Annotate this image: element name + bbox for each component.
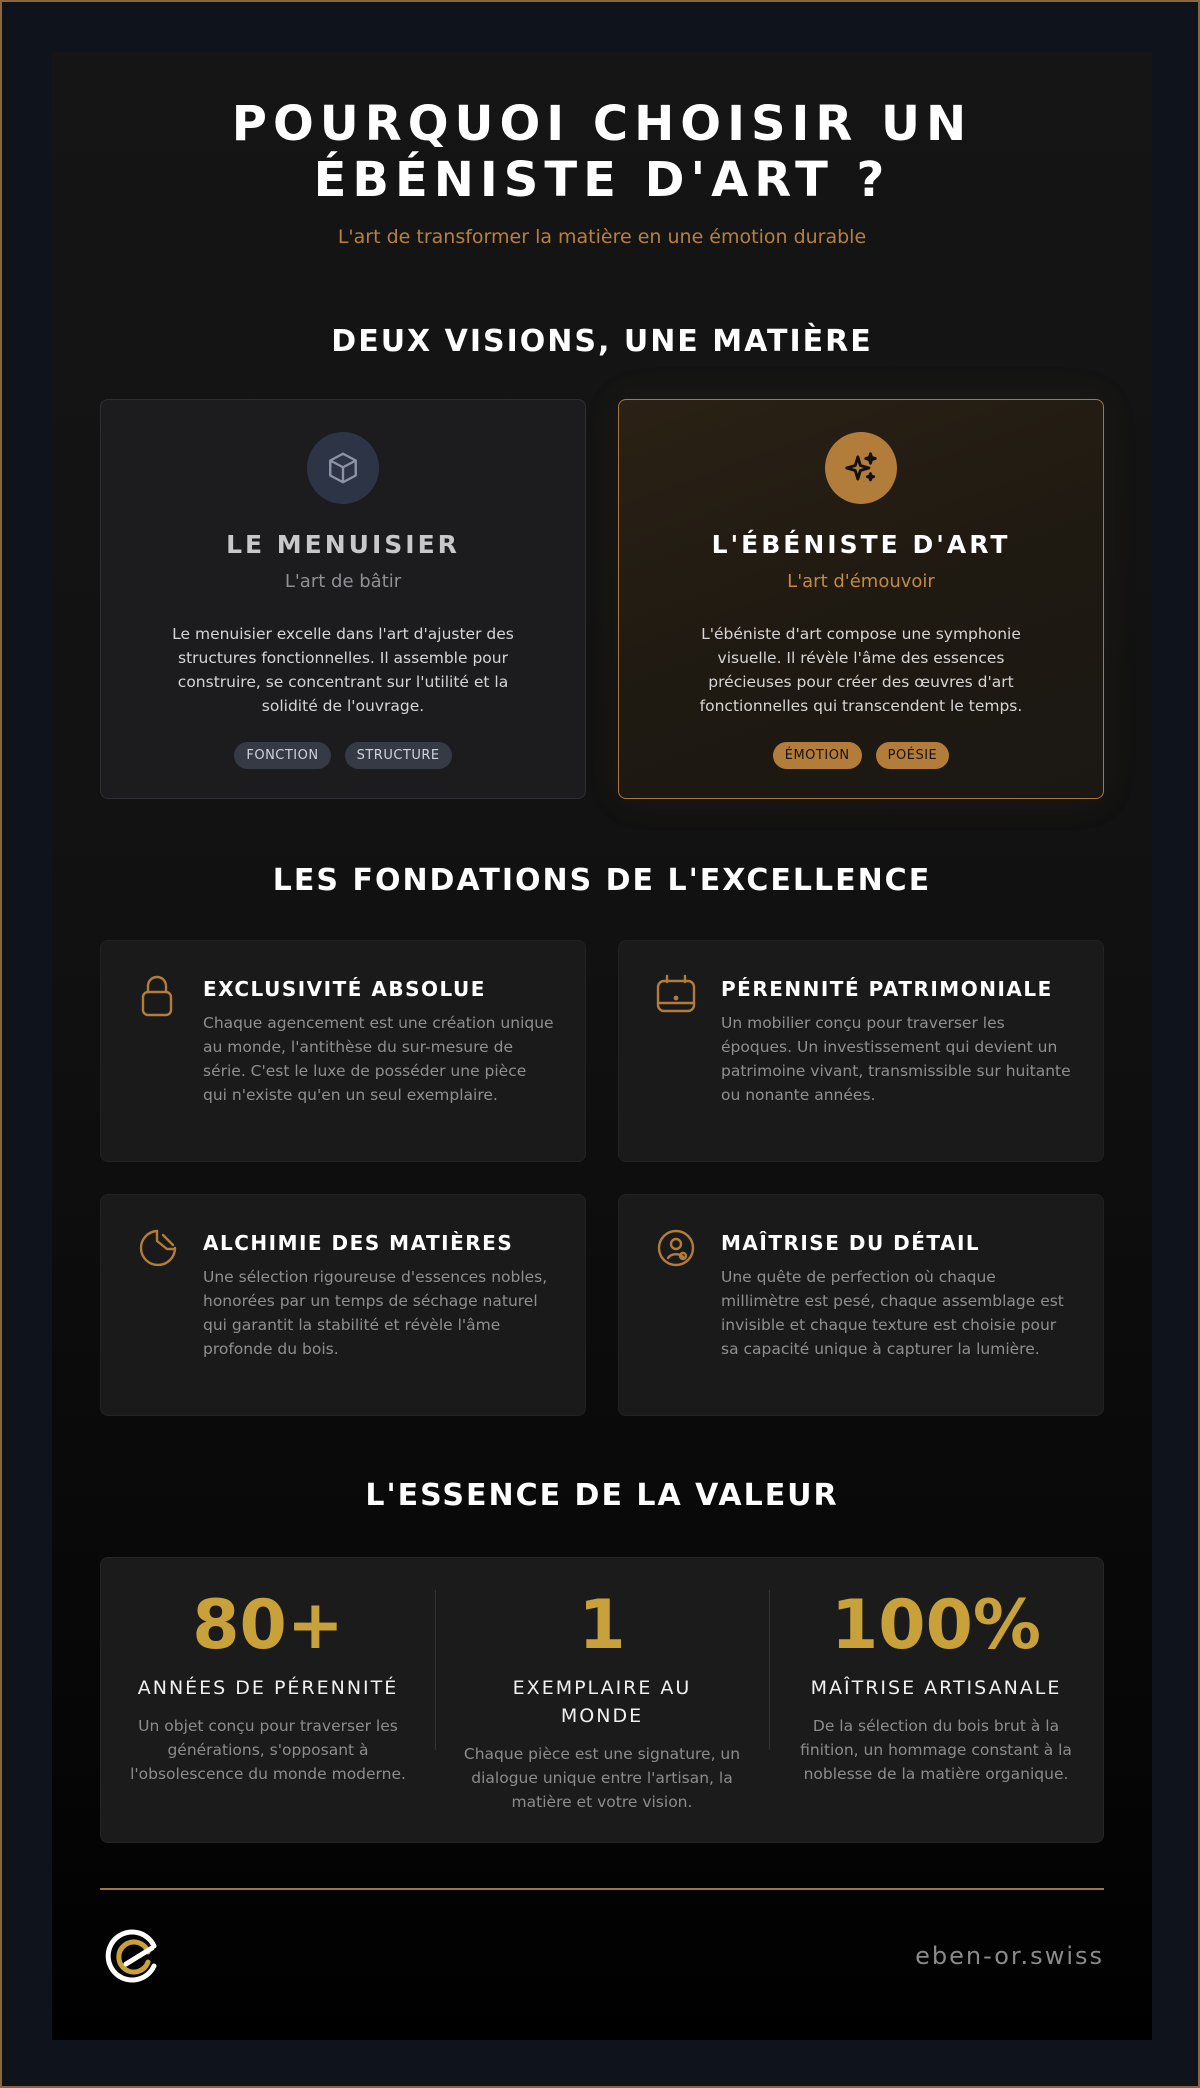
foundation-text: Chaque agencement est une création unique au monde, l'antithèse du sur-mesure de série. C'est le luxe de posséder une pièce qui n'existe qu'en un seul exemplaire.: [203, 1014, 554, 1104]
vision-tags: [101, 742, 585, 769]
foundation-card: [618, 1194, 1104, 1416]
eben-or-logo[interactable]: [104, 1926, 164, 1986]
stat-number: 1: [578, 1586, 626, 1665]
stat-item: [101, 1588, 435, 1842]
heritage-frame-icon: [655, 973, 697, 1161]
hero: [52, 52, 1152, 248]
page-title: POURQUOI CHOISIR UN ÉBÉNISTE D'ART ?: [231, 96, 973, 208]
foundation-title: ALCHIMIE DES MATIÈRES: [203, 1231, 514, 1255]
stat-label: MAÎTRISE ARTISANALE: [810, 1677, 1062, 1699]
section-title-foundations: LES FONDATIONS DE L'EXCELLENCE: [272, 863, 932, 898]
vision-tagline: L'art d'émouvoir: [787, 571, 935, 592]
foundation-card: [100, 1194, 586, 1416]
vision-tags: [619, 742, 1103, 769]
detail-focus-icon: [655, 1227, 697, 1415]
foundation-title: PÉRENNITÉ PATRIMONIALE: [721, 977, 1053, 1001]
stat-description: De la sélection du bois brut à la finition, un hommage constant à la noblesse de la matière organique.: [800, 1717, 1072, 1783]
cube-icon: [307, 432, 379, 504]
lock-icon: [137, 973, 179, 1161]
page-subtitle: L'art de transformer la matière en une émotion durable: [337, 226, 867, 248]
vision-comparison: [52, 399, 1152, 799]
tag: ÉMOTION: [773, 742, 862, 769]
footer: [100, 1888, 1104, 1970]
stat-label: EXEMPLAIRE AU MONDE: [512, 1677, 692, 1727]
stat-description: Chaque pièce est une signature, un dialogue unique entre l'artisan, la matière et votre vision.: [463, 1745, 741, 1811]
foundation-card: [618, 940, 1104, 1162]
vision-card-menuisier: [100, 399, 586, 799]
foundation-card: [100, 940, 586, 1162]
tag: POÉSIE: [876, 742, 950, 769]
foundation-text: Un mobilier conçu pour traverser les époques. Un investissement qui devient un patrimoine vivant, transmissible sur huitante ou nonante années.: [721, 1014, 1071, 1104]
stat-number: 100%: [830, 1586, 1042, 1665]
sparkles-icon: [825, 432, 897, 504]
stat-description: Un objet conçu pour traverser les générations, s'opposant à l'obsolescence du monde moderne.: [130, 1717, 406, 1783]
website-link[interactable]: eben-or.swiss: [915, 1942, 1104, 1970]
vision-title: LE MENUISIER: [226, 530, 460, 559]
vision-description: L'ébéniste d'art compose une symphonie visuelle. Il révèle l'âme des essences précieuses pour créer des œuvres d'art fonctionnelles qui transcendent le temps.: [699, 625, 1023, 715]
stat-item: [769, 1588, 1103, 1842]
foundations-grid: [52, 940, 1152, 1416]
stat-number: 80+: [192, 1586, 344, 1665]
vision-title: L'ÉBÉNISTE D'ART: [711, 530, 1011, 559]
tag: FONCTION: [234, 742, 330, 769]
vision-description: Le menuisier excelle dans l'art d'ajuster des structures fonctionnelles. Il assemble pour construire, se concentrant sur l'utilité et la solidité de l'ouvrage.: [172, 625, 514, 715]
leaf-timer-icon: [137, 1227, 179, 1415]
foundation-text: Une quête de perfection où chaque millimètre est pesé, chaque assemblage est invisible et chaque texture est choisie pour sa capacité unique à capturer la lumière.: [721, 1268, 1064, 1358]
section-title-visions: DEUX VISIONS, UNE MATIÈRE: [331, 324, 873, 359]
foundation-title: EXCLUSIVITÉ ABSOLUE: [203, 977, 486, 1001]
foundation-title: MAÎTRISE DU DÉTAIL: [721, 1231, 981, 1255]
vision-tagline: L'art de bâtir: [284, 571, 402, 592]
foundation-text: Une sélection rigoureuse d'essences nobles, honorées par un temps de séchage naturel qui garantit la stabilité et révèle l'âme profonde du bois.: [203, 1268, 548, 1358]
infographic: [52, 52, 1152, 2040]
vision-card-ebeniste: [618, 399, 1104, 799]
section-title-values: L'ESSENCE DE LA VALEUR: [365, 1478, 839, 1513]
tag: STRUCTURE: [345, 742, 452, 769]
value-stats: [100, 1557, 1104, 1843]
stat-item: [435, 1588, 769, 1842]
stat-label: ANNÉES DE PÉRENNITÉ: [137, 1677, 399, 1699]
